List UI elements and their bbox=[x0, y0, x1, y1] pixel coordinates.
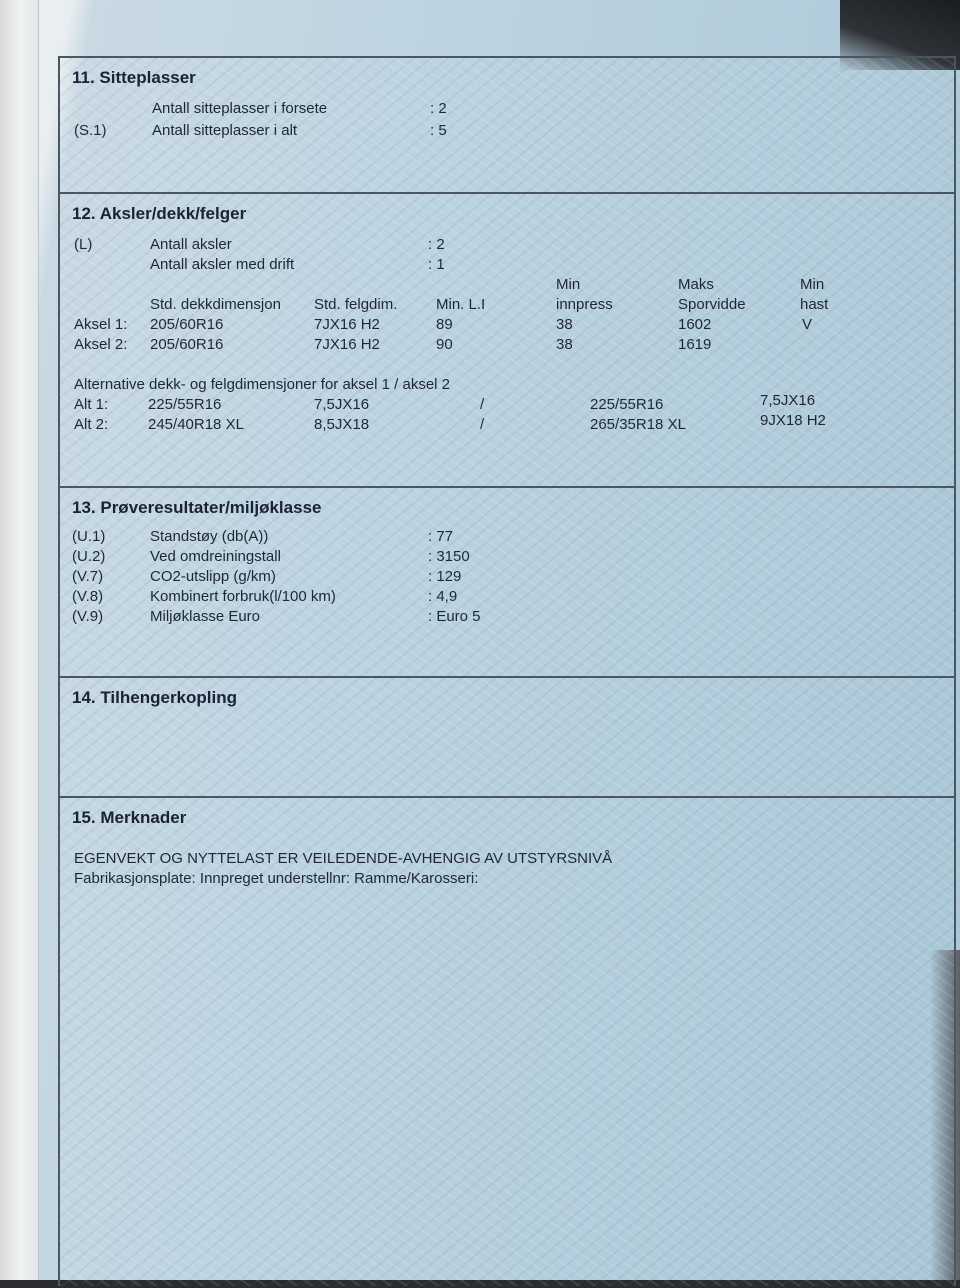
axle-felg: 7JX16 H2 bbox=[314, 316, 380, 333]
header-innpress-2: innpress bbox=[556, 296, 613, 313]
header-sporvidde-2: Sporvidde bbox=[678, 296, 746, 313]
header-felgdim: Std. felgdim. bbox=[314, 296, 398, 313]
alt-dekk-aksel2: 225/55R16 bbox=[590, 396, 664, 413]
field-value: : 1 bbox=[428, 256, 445, 273]
field-label: Ved omdreiningstall bbox=[150, 548, 281, 565]
alt-dekk-aksel2: 265/35R18 XL bbox=[590, 416, 686, 433]
alt-felg-aksel2: 9JX18 H2 bbox=[760, 412, 826, 429]
alt-felg-aksel1: 7,5JX16 bbox=[314, 396, 370, 413]
field-code: (U.1) bbox=[72, 528, 106, 545]
axle-hast: V bbox=[802, 316, 813, 333]
section-sitteplasser bbox=[60, 56, 954, 194]
field-value: : 4,9 bbox=[428, 588, 458, 605]
alternatives-heading: Alternative dekk- og felgdimensjoner for aksel 1 / aksel 2 bbox=[74, 376, 451, 393]
field-value: : 129 bbox=[428, 568, 462, 585]
header-hast-1: Min bbox=[800, 276, 825, 293]
field-code: (V.9) bbox=[72, 608, 104, 625]
axle-label: Aksel 1: bbox=[74, 316, 128, 333]
remark-line: Fabrikasjonsplate: Innpreget understellnr: Ramme/Karosseri: bbox=[74, 870, 479, 887]
axle-innpress: 38 bbox=[556, 336, 573, 353]
section-proveresultater bbox=[60, 486, 954, 678]
field-label: Standstøy (db(A)) bbox=[150, 528, 269, 545]
field-value: : 2 bbox=[428, 236, 445, 253]
axle-dekk: 205/60R16 bbox=[150, 336, 224, 353]
axle-li: 89 bbox=[436, 316, 453, 333]
field-code: (V.7) bbox=[72, 568, 104, 585]
axle-dekk: 205/60R16 bbox=[150, 316, 224, 333]
header-innpress-1: Min bbox=[556, 276, 581, 293]
registration-form bbox=[58, 56, 956, 1286]
field-value: : 2 bbox=[430, 100, 447, 117]
axle-li: 90 bbox=[436, 336, 453, 353]
header-min-li: Min. L.I bbox=[436, 296, 486, 313]
field-label: Antall aksler med drift bbox=[150, 256, 295, 273]
field-label: Antall sitteplasser i forsete bbox=[152, 100, 328, 117]
section-title: 13. Prøveresultater/miljøklasse bbox=[72, 498, 322, 517]
field-value: : Euro 5 bbox=[428, 608, 481, 625]
field-value: : 3150 bbox=[428, 548, 470, 565]
header-sporvidde-1: Maks bbox=[678, 276, 714, 293]
field-label: Kombinert forbruk(l/100 km) bbox=[150, 588, 336, 605]
section-title: 15. Merknader bbox=[72, 808, 187, 827]
axle-label: Aksel 2: bbox=[74, 336, 128, 353]
section-title: 12. Aksler/dekk/felger bbox=[72, 204, 247, 223]
field-value: : 77 bbox=[428, 528, 454, 545]
section-title: 11. Sitteplasser bbox=[72, 68, 196, 87]
section-tilhengerkopling bbox=[60, 676, 954, 798]
axle-felg: 7JX16 H2 bbox=[314, 336, 380, 353]
section-merknader bbox=[60, 796, 954, 1288]
field-label: Antall aksler bbox=[150, 236, 232, 253]
remark-line: EGENVEKT OG NYTTELAST ER VEILEDENDE-AVHENGIG AV UTSTYRSNIVÅ bbox=[74, 850, 613, 867]
field-code: (S.1) bbox=[74, 122, 107, 139]
alt-separator: / bbox=[480, 396, 485, 413]
field-label: Miljøklasse Euro bbox=[150, 608, 261, 625]
field-code: (L) bbox=[74, 236, 93, 253]
field-label: CO2-utslipp (g/km) bbox=[150, 568, 276, 585]
field-value: : 5 bbox=[430, 122, 447, 139]
alt-label: Alt 2: bbox=[74, 416, 109, 433]
alt-felg-aksel1: 8,5JX18 bbox=[314, 416, 370, 433]
alt-felg-aksel2: 7,5JX16 bbox=[760, 392, 816, 409]
header-hast-2: hast bbox=[800, 296, 829, 313]
alt-dekk-aksel1: 225/55R16 bbox=[148, 396, 222, 413]
alt-label: Alt 1: bbox=[74, 396, 109, 413]
axle-sporvidde: 1619 bbox=[678, 336, 712, 353]
page-fold bbox=[0, 0, 39, 1280]
alt-separator: / bbox=[480, 416, 485, 433]
axle-sporvidde: 1602 bbox=[678, 316, 712, 333]
alt-dekk-aksel1: 245/40R18 XL bbox=[148, 416, 244, 433]
field-code: (U.2) bbox=[72, 548, 106, 565]
section-aksler-dekk-felger bbox=[60, 192, 954, 488]
axle-innpress: 38 bbox=[556, 316, 573, 333]
section-title: 14. Tilhengerkopling bbox=[72, 688, 237, 707]
header-dekkdimensjon: Std. dekkdimensjon bbox=[150, 296, 281, 313]
field-code: (V.8) bbox=[72, 588, 104, 605]
field-label: Antall sitteplasser i alt bbox=[152, 122, 298, 139]
